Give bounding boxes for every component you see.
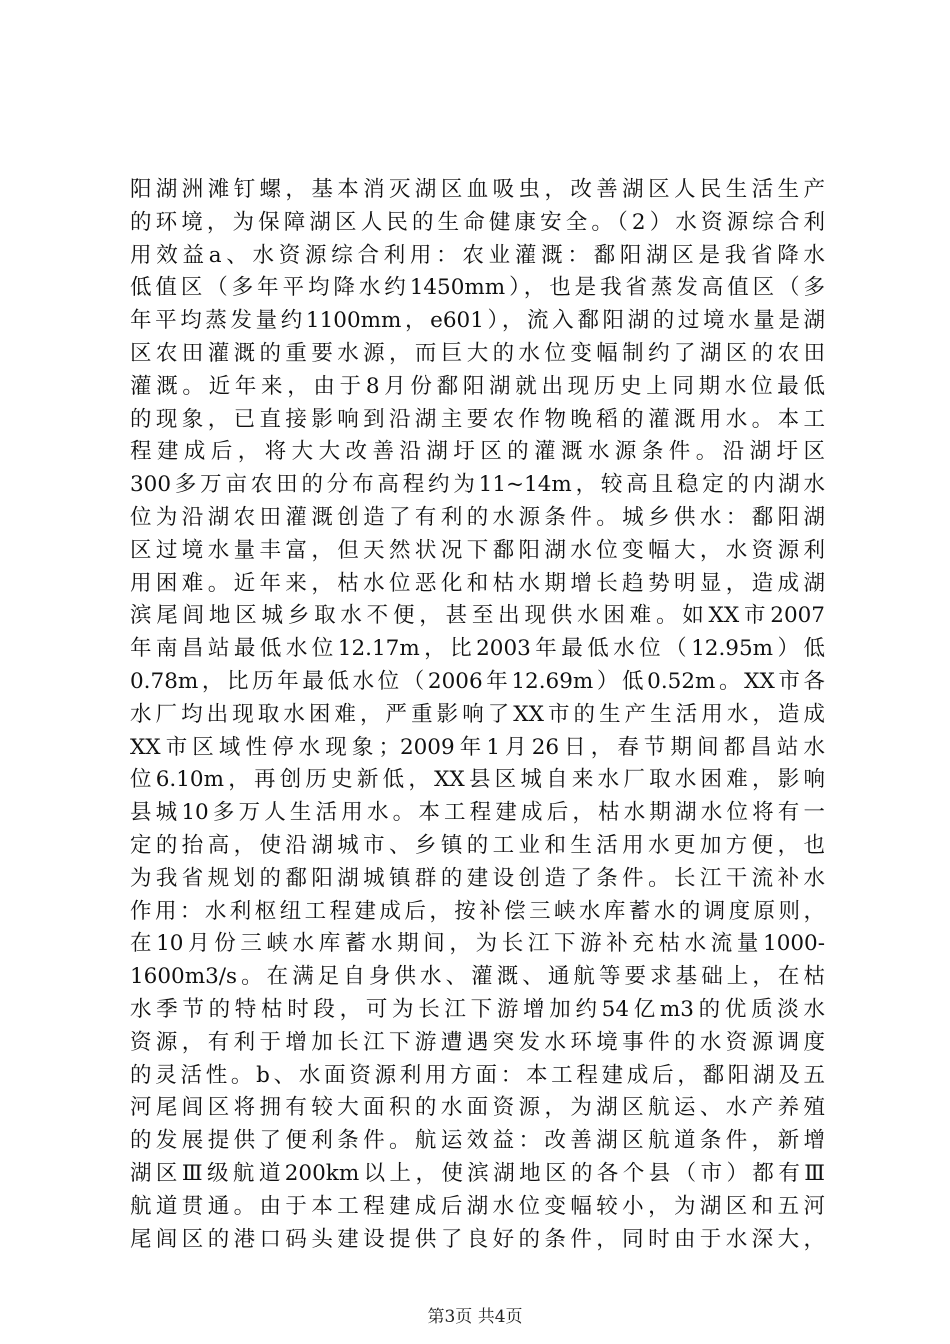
text-line: 为我省规划的鄱阳湖城镇群的建设创造了条件。长江干流补水 [130,865,825,891]
text-line: 位为沿湖农田灌溉创造了有利的水源条件。城乡供水：鄱阳湖 [130,504,825,530]
text-line: 低值区（多年平均降水约1450mm），也是我省蒸发高值区（多 [130,275,825,301]
text-line: 年南昌站最低水位12.17m，比2003年最低水位（12.95m）低 [130,636,825,662]
text-line: 河尾闾区将拥有较大面积的水面资源，为湖区航运、水产养殖 [130,1095,825,1121]
text-line: 湖区Ⅲ级航道200km以上，使滨湖地区的各个县（市）都有Ⅲ [130,1160,825,1186]
text-line: 尾闾区的港口码头建设提供了良好的条件，同时由于水深大， [130,1226,825,1252]
text-line: 作用：水利枢纽工程建成后，按补偿三峡水库蓄水的调度原则， [130,898,825,924]
page-footer: 第3页 共4页 [427,1307,523,1327]
text-line: 区过境水量丰富，但天然状况下鄱阳湖水位变幅大，水资源利 [130,537,825,563]
text-line: 区农田灌溉的重要水源，而巨大的水位变幅制约了湖区的农田 [130,340,825,366]
text-line: 阳湖洲滩钉螺，基本消灭湖区血吸虫，改善湖区人民生活生产 [130,177,825,202]
text-line: 在10月份三峡水库蓄水期间，为长江下游补充枯水流量1000- [130,931,825,957]
text-line: 年平均蒸发量约1100mm，e601），流入鄱阳湖的过境水量是湖 [130,308,825,334]
text-line: 的灵活性。b、水面资源利用方面：本工程建成后，鄱阳湖及五 [130,1062,825,1088]
text-line: 定的抬高，使沿湖城市、乡镇的工业和生活用水更加方便，也 [130,832,825,858]
text-line: 航道贯通。由于本工程建成后湖水位变幅较小，为湖区和五河 [130,1193,825,1219]
text-line: 0.78m，比历年最低水位（2006年12.69m）低0.52m。XX市各 [130,668,825,694]
text-line: 滨尾闾地区城乡取水不便，甚至出现供水困难。如XX市2007 [130,603,825,629]
text-line: 的发展提供了便利条件。航运效益：改善湖区航道条件，新增 [130,1128,825,1154]
text-line: 水厂均出现取水困难，严重影响了XX市的生产生活用水，造成 [130,701,825,727]
text-line: 位6.10m，再创历史新低，XX县区城自来水厂取水困难，影响 [130,767,825,793]
text-line: 的现象，已直接影响到沿湖主要农作物晚稻的灌溉用水。本工 [130,406,825,432]
text-line: 用效益a、水资源综合利用：农业灌溉：鄱阳湖区是我省降水 [130,242,825,268]
text-line: 水季节的特枯时段，可为长江下游增加约54亿m3的优质淡水 [130,996,825,1022]
text-line: 灌溉。近年来，由于8月份鄱阳湖就出现历史上同期水位最低 [130,373,825,399]
body-text [130,174,825,1256]
text-line: 1600m3/s。在满足自身供水、灌溉、通航等要求基础上，在枯 [130,964,825,990]
text-line: 的环境，为保障湖区人民的生命健康安全。（2）水资源综合利 [130,209,825,235]
text-line: 用困难。近年来，枯水位恶化和枯水期增长趋势明显，造成湖 [130,570,825,596]
text-line: 县城10多万人生活用水。本工程建成后，枯水期湖水位将有一 [130,800,825,826]
text-line: 300多万亩农田的分布高程约为11~14m，较高且稳定的内湖水 [130,472,825,498]
text-line: 程建成后，将大大改善沿湖圩区的灌溉水源条件。沿湖圩区 [130,439,825,465]
text-line: XX市区域性停水现象；2009年1月26日，春节期间都昌站水 [130,734,825,760]
text-line: 资源，有利于增加长江下游遭遇突发水环境事件的水资源调度 [130,1029,825,1055]
